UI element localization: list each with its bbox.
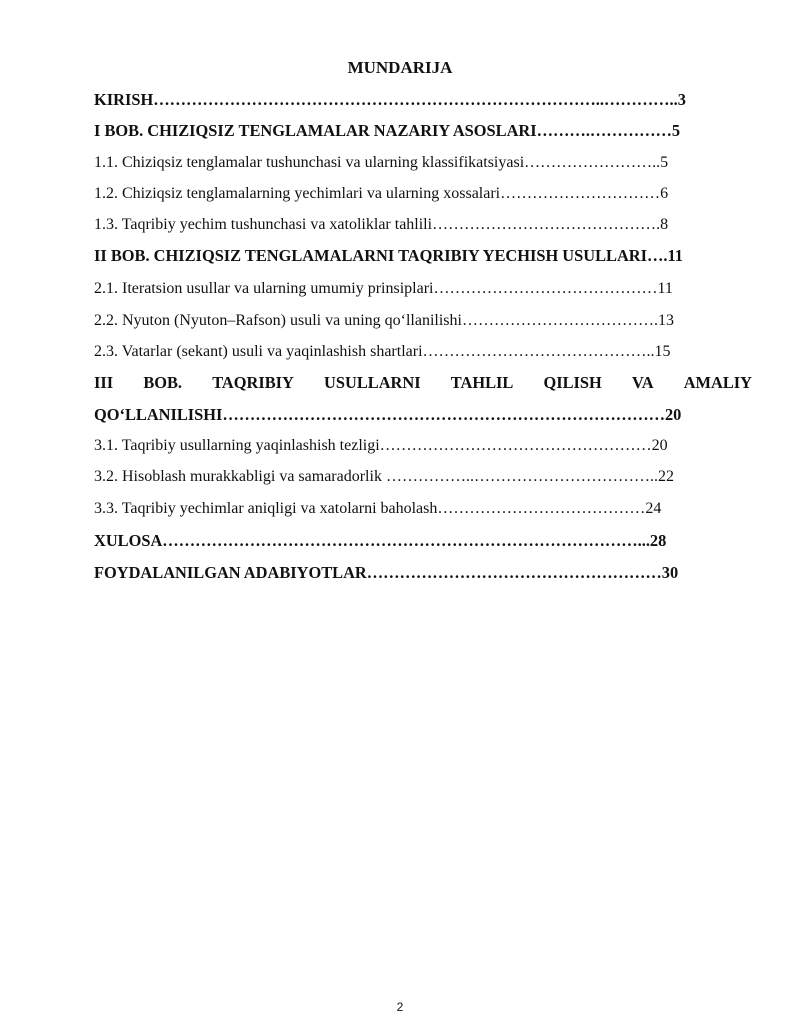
toc-entry-2-1: 2.1. Iteratsion usullar va ularning umumiy prinsiplari……………………………………11	[94, 280, 673, 297]
toc-entry-bob-3-line-2: QO‘LLANILISHI………………………………………………………………………20	[94, 405, 682, 424]
page-title: MUNDARIJA	[347, 58, 453, 77]
toc-entry-kirish: KIRISH………………………………………………………………………..…………..3	[94, 90, 686, 109]
toc-entry-1-1: 1.1. Chiziqsiz tenglamalar tushunchasi va ularning klassifikatsiyasi……………………..5	[94, 154, 669, 171]
toc-entry-1-3: 1.3. Taqribiy yechim tushunchasi va xatoliklar tahlili…………………………………….8	[94, 216, 669, 233]
toc-entry-3-2: 3.2. Hisoblash murakkabligi va samaradorlik ……………..……………………………..22	[94, 468, 674, 485]
bob3-word: TAQRIBIY	[212, 373, 294, 392]
bob3-word: TAHLIL	[450, 373, 514, 392]
toc-entry-adabiyotlar: FOYDALANILGAN ADABIYOTLAR………………………………………………30	[94, 563, 679, 582]
toc-entry-xulosa: XULOSA……………………………………………………………………………...28	[94, 531, 667, 550]
toc-entry-2-3: 2.3. Vatarlar (sekant) usuli va yaqinlashish shartlari……………………………………..15	[94, 343, 671, 360]
toc-entry-2-2: 2.2. Nyuton (Nyuton–Rafson) usuli va uning qo‘llanilishi……………………………….13	[94, 312, 674, 329]
toc-entry-bob-2: II BOB. CHIZIQSIZ TENGLAMALARNI TAQRIBIY YECHISH USULLARI….11	[94, 246, 683, 265]
toc-entry-3-3: 3.3. Taqribiy yechimlar aniqligi va xatolarni baholash…………………………………24	[94, 500, 662, 517]
toc-entry-3-1: 3.1. Taqribiy usullarning yaqinlashish tezligi……………………………………………20	[94, 437, 668, 454]
bob3-word: AMALIY	[683, 373, 752, 392]
toc-entry-bob-1: I BOB. CHIZIQSIZ TENGLAMALAR NAZARIY ASOSLARI……….……………5	[94, 121, 681, 140]
bob3-word: BOB.	[143, 373, 183, 392]
bob3-word: VA	[631, 373, 654, 392]
bob3-word: USULLARNI	[324, 373, 421, 392]
toc-entry-1-2: 1.2. Chiziqsiz tenglamalarning yechimlari va ularning xossalari…………………………6	[94, 185, 669, 202]
toc-entry-bob-3-line-1	[94, 370, 752, 396]
page-number: 2	[396, 1000, 404, 1014]
bob3-word: QILISH	[543, 373, 602, 392]
bob3-word: III	[94, 373, 114, 392]
